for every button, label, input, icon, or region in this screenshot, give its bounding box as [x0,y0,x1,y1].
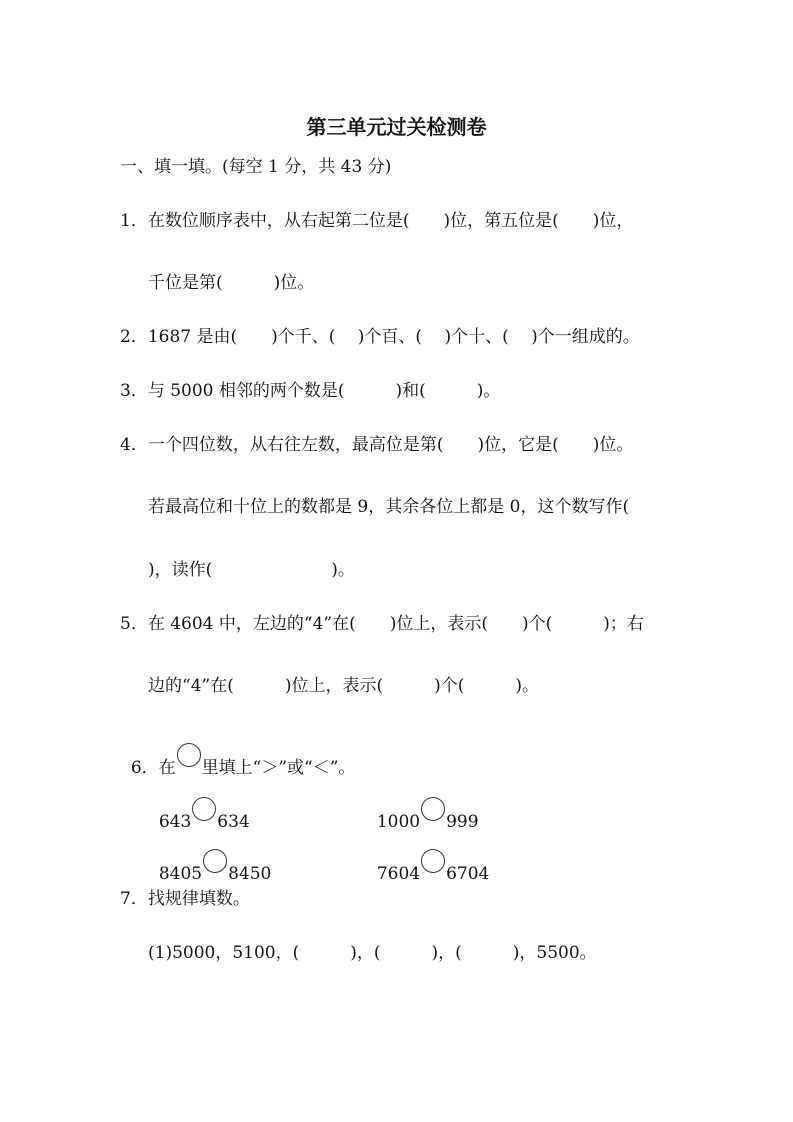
page-title: 第三单元过关检测卷 [306,115,487,139]
question-6-prompt [120,729,355,779]
compare-circle-icon[interactable] [421,849,445,873]
question-6-prefix: 6．在 [130,758,176,778]
compare-item [148,783,250,833]
question-3: 3．与 5000 相邻的两个数是( )和( )。 [120,381,501,401]
compare-left: 643 [158,812,192,832]
question-2: 2．1687 是由( )个千、( )个百、( )个十、( )个一组成的。 [120,327,640,347]
question-4-line-1: 4．一个四位数，从右往左数，最高位是第( )位，它是( )位。 [120,435,634,455]
compare-left: 7604 [376,864,421,884]
compare-item [366,835,489,885]
compare-right: 999 [446,812,479,832]
compare-left: 1000 [376,812,421,832]
compare-right: 634 [217,812,250,832]
question-1-line-1: 1．在数位顺序表中，从右起第二位是( )位，第五位是( )位， [120,211,634,231]
question-6-suffix: 里填上“＞”或“＜”。 [201,758,356,778]
compare-item [148,835,271,885]
question-7-sequence-1: (1)5000，5100，( )，( )，( )，5500。 [148,943,597,963]
compare-circle-icon[interactable] [421,797,445,821]
question-5-line-2: 边的“4”在( )位上，表示( )个( )。 [148,676,539,696]
question-7-prompt: 7．找规律填数。 [120,889,250,909]
compare-right: 8450 [228,864,272,884]
question-4-line-3: )，读作( )。 [148,560,355,580]
question-5-line-1: 5．在 4604 中，左边的“4”在( )位上，表示( )个( )；右 [120,614,644,634]
section-heading: 一、填一填。(每空 1 分，共 43 分) [120,157,392,177]
compare-left: 8405 [158,864,203,884]
compare-item [366,783,479,833]
compare-circle-icon[interactable] [203,849,227,873]
compare-right: 6704 [446,864,490,884]
compare-circle-icon[interactable] [192,797,216,821]
compare-circle-icon [177,743,201,767]
question-4-line-2: 若最高位和十位上的数都是 9，其余各位上都是 0，这个数写作( [148,497,630,517]
question-1-line-2: 千位是第( )位。 [148,273,315,293]
